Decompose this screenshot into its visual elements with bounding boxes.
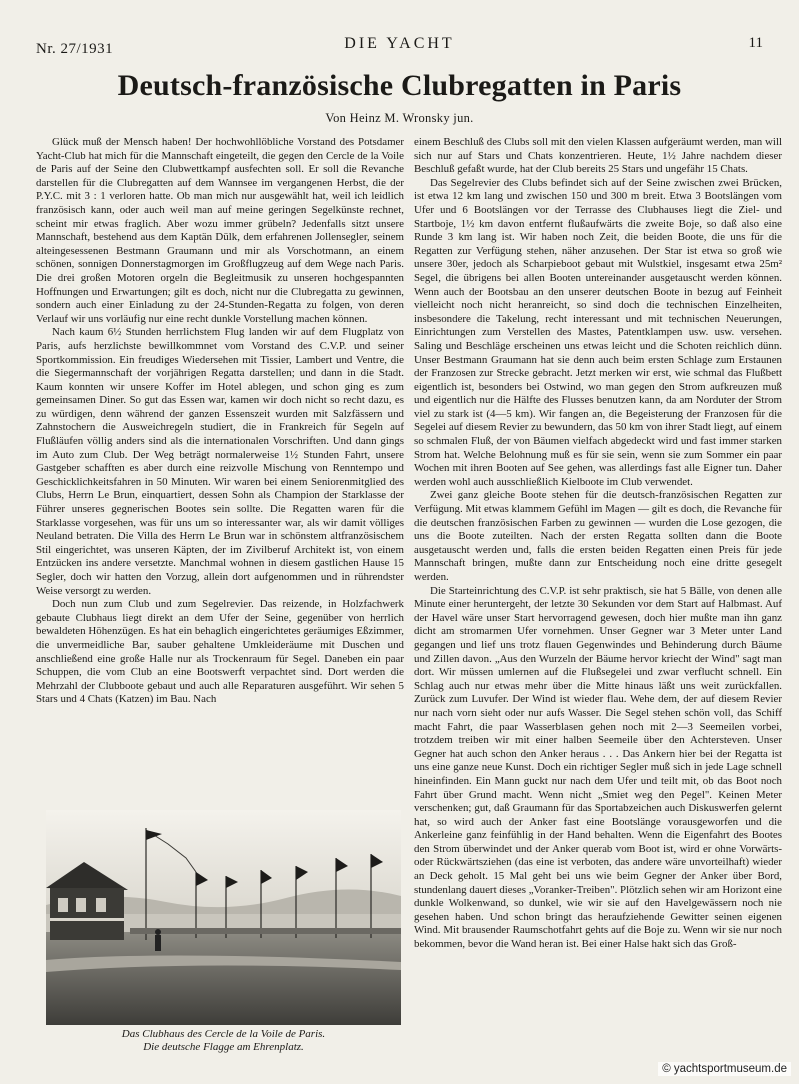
left-column bbox=[36, 136, 404, 707]
figure-caption bbox=[46, 1028, 401, 1054]
caption-line: Die deutsche Flagge am Ehrenplatz. bbox=[143, 1041, 304, 1053]
person bbox=[155, 929, 161, 951]
journal-title: DIE YACHT bbox=[344, 35, 455, 52]
paragraph: Doch nun zum Club und zum Segelrevier. Das reizende, in Holzfachwerk gebaute Clubhaus liegt direkt an dem Ufer der Seine, gegenüber von herrlich bewaldeten Höhenzügen. Es hat ein behaglich eingerichtetes geräumiges Eßzimmer, die unvermeidliche Bar, sauber gehaltene Umkleideräume mit Duschen und anschließend eine große Halle nur als Trockenraum für Segel. Daneben ein paar Schuppen, die vom Club an eine Bootswerft verpachtet sind. Dort werden die Mehrzahl der Clubboote gebaut und auch alle Reparaturen ausgeführt. Wir sehen 5 Stars und 4 Chats (Katzen) im Bau. Nach bbox=[36, 598, 404, 706]
article-title: Deutsch-französische Clubregatten in Paris bbox=[117, 69, 682, 102]
paragraph: Nach kaum 6½ Stunden herrlichstem Flug landen wir auf dem Flugplatz von Paris, aufs herzlichste bewillkommnet vom Vorstand des C.V.P. und seiner Sportkommission. Ein freudiges Wiedersehen mit Tissier, Lambert und Ventre, die die Siegermannschaft der vorjährigen Regatta darstellen; und dann in die Stadt. Kaum konnten wir unsere Koffer im Hotel ablegen, und schon ging es zum gemeinsamen Diner. So gut das Essen war, kamen wir doch nicht so recht dazu, es zu würdigen, denn während der ganzen Essenszeit wurden mit Salzfässern und Zahnstochern die Ausweichregeln studiert, die in Frankreich für Segeln auf Flußläufen völlig anders sind als die internationalen Vorschriften. Und dann gings im Auto zum Club. Der Weg beträgt normalerweise 1½ Stunden Fahrt, unsere Gastgeber schafften es aber durch eine reizvolle Mischung von Renntempo und Geschicklichkeitsfahren in 50 Minuten. Wir waren bei einem Seniorenmitglied des Clubs, Herrn Le Brun, einquartiert, dessen Sohn als Champion der Starklasse der Führer unseres gegnerischen Bootes sein sollte. Die Regatten waren für die Starklasse vorgesehen, was für uns um so interessanter war, als wir damit völliges Neuland betraten. Die Villa des Herrn Le Brun war in schönstem altfranzösischem Stil eingerichtet, was unseren Käpten, der im Zivilberuf Architekt ist, von einem Entzücken ins andere versetzte. Manchmal wohnen in diesem gastlichen Hause 15 Segler, doch wir hatten den Vorzug, allein dort aufgenommen und in rührendster Weise versorgt zu werden. bbox=[36, 326, 404, 597]
paragraph: Die Starteinrichtung des C.V.P. ist sehr praktisch, sie hat 5 Bälle, von denen alle Minute einer heruntergeht, der letzte 30 Sekunden vor dem Start auf Halbmast. Auf der Havel wäre unser Start hervorragend gewesen, doch hier mußte man ihn ganz dicht am stromarmen Ufer vornehmen. Unser Gegner war 3 Meter unter Land gegangen und lief uns trotz flauen Gegenwindes und Behinderung durch Bäume und Zillen davon. „Aus den Wurzeln der Bäume hervor kriecht der Wind" sagt man dort. Wir müssen umlernen auf die Flußsegelei und zwar verflucht schnell. Ein Schlag auch nur etwas mehr über die Mitte hinaus läßt uns weit zurückfallen. Zurück zum Luvufer. Der Wind ist wieder flau. Wehe dem, der auf diesem Revier nur nach vorn sieht oder nur aufs Wasser. Die Segel stehen schön voll, das Schiff macht Fahrt, die paar Wasserblasen gehen noch mit 2—3 Seemeilen vorbei, trotzdem treiben wir mit einer halben Seemeile über den Achtersteven. Unser Gegner hat auch schon den Anker heraus . . . Das Ankern hier bei der Regatta ist uns eine ganze neue Kunst. Doch ein richtiger Segler muß sich in jede Lage schnell hineinfinden. Ein Mann guckt nur nach dem Ufer und teilt mit, ob das Boot noch Fahrt über Grund macht. Wenn nicht „Smiet weg den Pegel". Keinen Meter verschenken; gut, daß Graumann für das Sportabzeichen auch Diskuswerfen gelernt hat, so wird auch der Anker fast eine Bootslänge vorausgeworfen und die Ankerleine ganz feinfühlig in der Hand behalten. Wenn die Eigenfahrt des Bootes den Strom überwindet und der Anker querab vom Boot ist, wird er ohne Vorwärts- oder Rückwärtsziehen (das eine ist verboten, das andere wäre unvorteilhaft) wieder an Deck geholt. 15 Mal geht bei uns wie beim Gegner der Anker über Bord, stundenlang dauert dieses „Voranker-Treiben". Plötzlich sehen wir am Horizont eine dunkle Wolkenwand, so dunkel, wie wir sie auf den Havelgewässern noch nie gesehen haben. Und schon bringt das heraufziehende Gewitter seinen eigenen Wind. Mit brausender Raumschotfahrt gehts auf die Boje zu. Wenn wir sie nur noch bekommen, bevor die Wand heran ist. Bei einer Halse hakt sich das Groß- bbox=[414, 584, 782, 951]
issue-number: Nr. 27/1931 bbox=[36, 41, 114, 57]
right-column bbox=[414, 136, 782, 952]
paragraph: Zwei ganz gleiche Boote stehen für die deutsch-französischen Regatten zur Verfügung. Mit etwas klammem Gefühl im Magen — gilt es doch, die Revanche für die deutschen französischen Farben zu gewinnen — wurden die Lose gezogen, die uns die Boote zuteilten. Nach der ersten Regatta sollten dann die Boote ausgetauscht werden und, falls die ersten beiden Regatten einen Preis für jede Mannschaft bringen, mußte dann zur Entscheidung noch eine dritte gesegelt werden. bbox=[414, 489, 782, 583]
page-number: 11 bbox=[748, 35, 763, 51]
paragraph: Das Segelrevier des Clubs befindet sich auf der Seine zwischen zwei Brücken, ist etwa 12 km lang und zwischen 150 und 300 m breit. Etwa 3 Bootslängen vom Ufer und 6 Bootslängen vor der Terrasse des Clubhauses liegt die Ziel- und Startboje, 1½ km davon entfernt flußaufwärts die zweite Boje, so daß also eine Runde 3 km lang ist. Wir haben noch Zeit, die beiden Boote, die uns für die Regatten zur Verfügung stehen, näher anzusehen. Der Star ist etwa so groß wie unsere 30er, jedoch als Scharpieboot gebaut mit Wulstkiel, insgesamt etwa 25m² Segel, die übrigens bei allen Booten untereinander ausgetauscht werden können. Wenn auch der Bootsbau an den unserer deutschen Boote in bezug auf Feinheit vielleicht noch nicht heranreicht, so sind doch die technischen Einzelheiten, insbesondere die Takelung, recht interessant und mit technischen Neuerungen, Einrichtungen zum Verstellen des Mastes, Patentklampen usw. usw. versehen. Saling und Beschläge erscheinen uns etwas leicht und die Schoten reichlich dünn. Unser Bestmann Graumann hat sie denn auch beim ersten Schlage zum Erstaunen der Franzosen zur Strecke gebracht. Jetzt merken wir erst, wie schmal das Flußbett eigentlich ist, besonders bei Ostwind, wo man gegen den Strom aufkreuzen muß und eigentlich nur die Hälfte des Flusses benutzen kann, da am Norduter der Strom viel zu stark ist (4—5 km). Wir fangen an, die Begeisterung der Franzosen für die Segelei auf diesem Revier zu bewundern, das 50 km von ihrer Stadt liegt, auf einem so schmalen Fluß, der von Bäumen vielfach abgedeckt wird und fast immer starken Strom hat. Welche Belohnung muß es für sie sein, wenn sie zum Sommer ein paar Wochen mit ihren Booten auf See gehen, was allerdings fast alle Eigner tun. Daher werden wohl auch ausschließlich Kielboote im Club verwendet. bbox=[414, 176, 782, 488]
caption-line: Das Clubhaus des Cercle de la Voile de Paris. bbox=[121, 1028, 326, 1040]
paragraph: einem Beschluß des Clubs soll mit den vielen Klassen aufgeräumt werden, man will sich nur auf Stars und Chats konzentrieren. Heute, 1½ Jahre nachdem dieser Beschluß gefaßt wurde, hat der Club bereits 25 Stars und ungefähr 15 Chats. bbox=[414, 136, 782, 176]
clubhouse-photo bbox=[46, 810, 401, 1025]
paragraph: Glück muß der Mensch haben! Der hochwohllöbliche Vorstand des Potsdamer Yacht-Club hat mich für die Mannschaft eingeteilt, die gegen den Cercle de la Voile de Paris auf der Seine den Clubwettkampf ausfechten soll. Er soll die Revanche darstellen für die Clubregatten auf dem Wannsee im vergangenen Herbst, die der P.Y.C. mit 3 : 1 verloren hatte. Ob man mich nur ausgewählt hat, weil ich leidlich französisch kann, oder auch weil man auf meine geringen Segelkünste rechnet, scheint mir etwas fraglich. Aber wozu immer grübeln? Jedenfalls sitzt unsere Mannschaft, bestehend aus dem Kaptän Dülk, dem erfahrenen Jollensegler, seinem alteingesessenen Bestmann Graumann und mir als Vorschotmann, an einem schönen, sonnigen Donnerstagmorgen im Großflugzeug auf dem Wege nach Paris. Die drei großen Motoren orgeln die Begleitmusik zu unseren hochgespannten Hoffnungen und Erwartungen; gilt es doch, nicht nur die Clubregatta zu gewinnen, sondern auch einer Einladung zu der 24-Stunden-Regatta zu folgen, von deren Verlauf wir uns vorläufig nur eine recht dunkle Vorstellung machen können. bbox=[36, 136, 404, 325]
watermark: © yachtsportmuseum.de bbox=[658, 1062, 791, 1076]
lawn bbox=[46, 932, 401, 1025]
article-byline: Von Heinz M. Wronsky jun. bbox=[325, 111, 474, 125]
railing bbox=[130, 928, 401, 934]
